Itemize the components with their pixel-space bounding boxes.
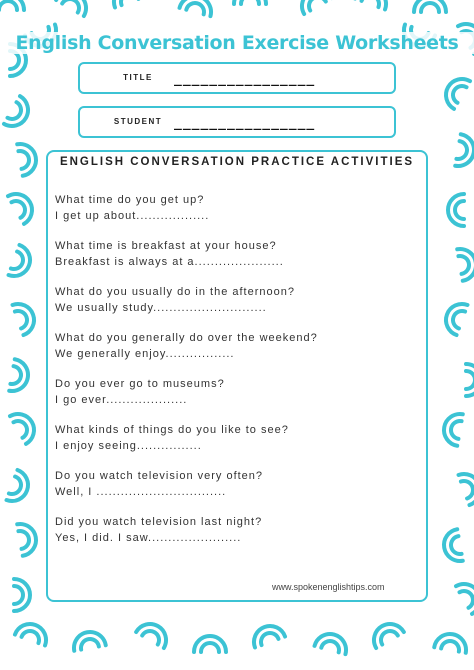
activities-panel xyxy=(46,150,428,602)
question: What kinds of things do you like to see? xyxy=(55,424,289,436)
decorative-arc xyxy=(186,1,206,14)
title-field[interactable] xyxy=(78,62,396,94)
decorative-arc xyxy=(241,0,259,4)
question: Do you watch television very often? xyxy=(55,470,264,482)
decorative-arc xyxy=(321,639,341,652)
decorative-arc xyxy=(455,201,464,219)
qa-item xyxy=(55,330,318,362)
decorative-arc xyxy=(362,0,382,7)
student-field[interactable] xyxy=(78,106,396,138)
decorative-arc xyxy=(142,628,162,645)
page-title: English Conversation Exercise Worksheets xyxy=(0,32,474,54)
decorative-arc xyxy=(118,0,138,5)
qa-item xyxy=(55,238,284,270)
qa-item xyxy=(55,376,225,408)
student-field-line: ________________ xyxy=(174,116,316,131)
decorative-arc xyxy=(234,0,266,4)
question: What time is breakfast at your house? xyxy=(55,240,277,252)
qa-item xyxy=(55,514,262,546)
decorative-arc xyxy=(421,3,439,12)
decorative-arc xyxy=(460,588,474,608)
answer: Well, I ................................ xyxy=(55,486,227,498)
decorative-arc xyxy=(80,638,99,650)
decorative-arc xyxy=(18,530,30,549)
decorative-arc xyxy=(466,371,474,389)
question: What do you generally do over the weekend? xyxy=(55,332,318,344)
student-field-label: STUDENT xyxy=(113,117,163,126)
decorative-arc xyxy=(450,83,467,103)
decorative-arc xyxy=(450,536,462,555)
decorative-arc xyxy=(450,308,465,328)
answer: Breakfast is always at a...................... xyxy=(55,256,284,268)
question: What do you usually do in the afternoon? xyxy=(55,286,295,298)
decorative-arc xyxy=(0,1,17,10)
decorative-arc xyxy=(11,252,26,272)
qa-item xyxy=(55,192,209,224)
decorative-arc xyxy=(455,134,474,168)
decorative-arc xyxy=(450,420,462,439)
answer: We usually study............................ xyxy=(55,302,267,314)
decorative-arc xyxy=(441,640,460,652)
decorative-arc xyxy=(9,477,24,497)
decorative-arc xyxy=(466,364,474,396)
decorative-arc xyxy=(458,255,470,274)
title-field-label: TITLE xyxy=(123,73,153,82)
decorative-arc xyxy=(10,366,22,385)
panel-title: ENGLISH CONVERSATION PRACTICE ACTIVITIES xyxy=(59,156,415,168)
decorative-arc xyxy=(22,628,42,643)
decorative-arc xyxy=(461,478,474,498)
decorative-arc xyxy=(201,643,219,652)
title-field-line: ________________ xyxy=(174,72,316,87)
decorative-arc xyxy=(457,246,474,280)
question: Do you ever go to museums? xyxy=(55,378,225,390)
qa-item xyxy=(55,468,263,500)
decorative-arc xyxy=(62,0,82,12)
decorative-arc xyxy=(109,0,145,7)
decorative-arc xyxy=(18,150,30,169)
decorative-arc xyxy=(378,628,398,645)
answer: I enjoy seeing................ xyxy=(55,440,202,452)
decorative-arc xyxy=(12,198,29,218)
decorative-arc xyxy=(8,102,25,122)
question: Did you watch television last night? xyxy=(55,516,263,528)
decorative-arc xyxy=(258,630,278,645)
decorative-arc xyxy=(306,0,326,10)
decorative-arc xyxy=(456,141,468,160)
qa-item xyxy=(55,284,295,316)
question: What time do you get up? xyxy=(55,194,205,206)
answer: I get up about.................. xyxy=(55,210,210,222)
answer: Yes, I did. I saw....................... xyxy=(55,532,242,544)
website-footer: www.spokenenglishtips.com xyxy=(272,582,385,592)
decorative-arc xyxy=(15,308,30,328)
qa-item xyxy=(55,422,289,454)
answer: I go ever.................... xyxy=(55,394,188,406)
decorative-arc xyxy=(14,586,23,604)
decorative-arc xyxy=(14,418,31,438)
answer: We generally enjoy................. xyxy=(55,348,235,360)
